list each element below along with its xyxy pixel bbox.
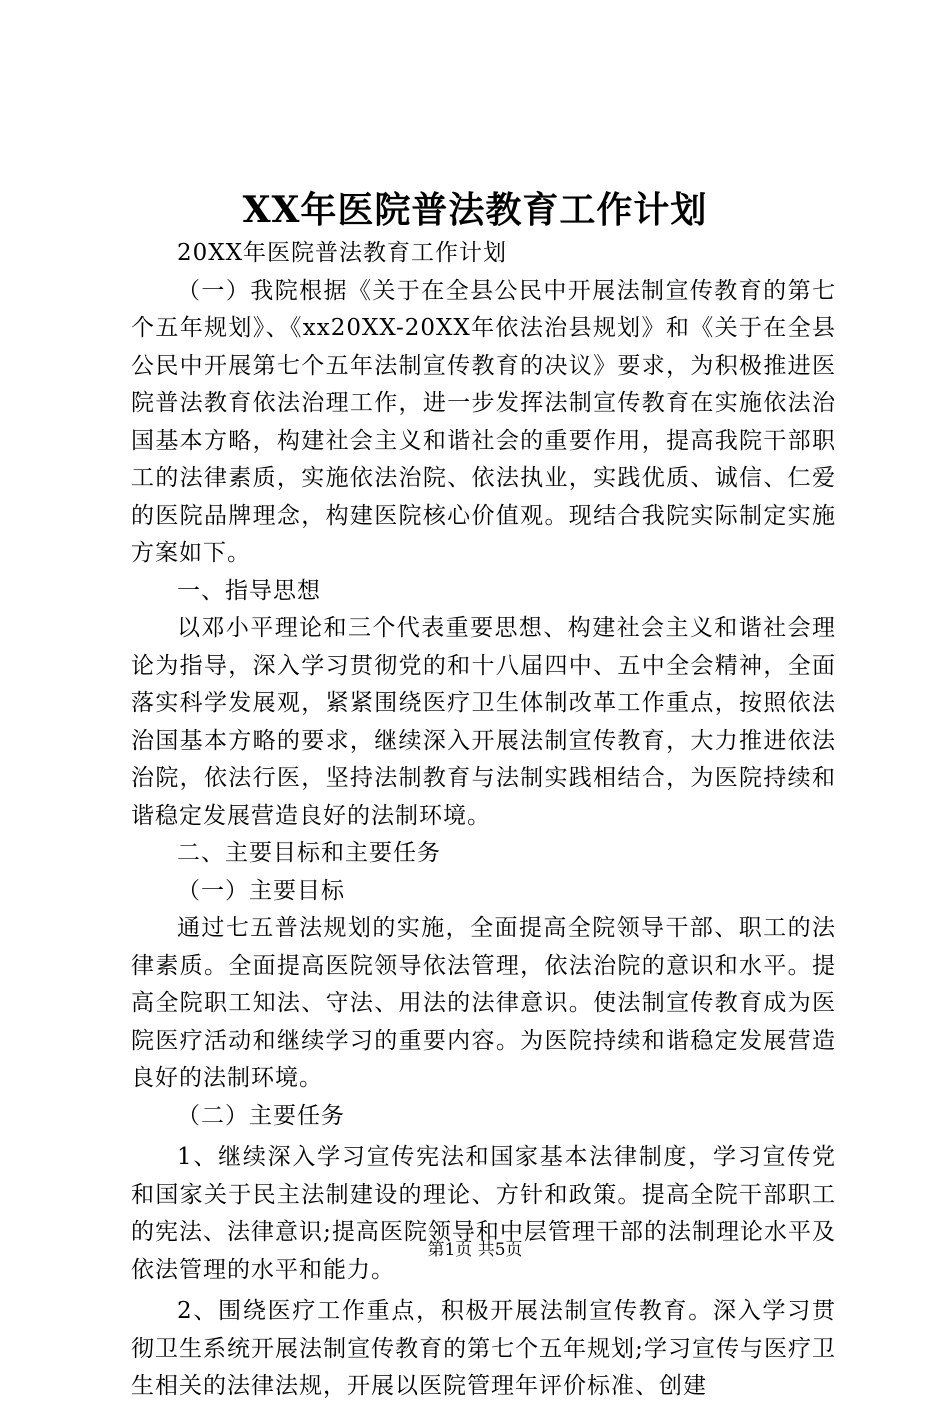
page-footer: 第1页 共5页 — [427, 1240, 523, 1260]
document-body — [131, 235, 836, 1406]
subsection-heading-main-tasks: （二）主要任务 — [177, 1102, 345, 1129]
section-heading-guiding-ideology: 一、指导思想 — [177, 577, 321, 604]
subsection-heading-main-goals: （一）主要目标 — [177, 877, 345, 904]
section-heading-goals-tasks: 二、主要目标和主要任务 — [177, 840, 441, 866]
task-item-2: 2、围绕医疗工作重点，积极开展法制宣传教育。深入学习贯彻卫生系统开展法制宣传教育的第七个五年规划;学习宣传与医疗卫生相关的法律法规，开展以医院管理年评价标准、创建 — [131, 1298, 836, 1399]
document-title: XX年医院普法教育工作计划 — [242, 189, 708, 231]
subtitle-paragraph: 20XX年医院普法教育工作计划 — [177, 240, 508, 266]
task-item-1: 1、继续深入学习宣传宪法和国家基本法律制度，学习宣传党和国家关于民主法制建设的理论、方针和政策。提高全院干部职工的宪法、法律意识;提高医院领导和中层管理干部的法制理论水平及依法管理的水平和能力。 — [131, 1144, 836, 1283]
guiding-ideology-paragraph: 以邓小平理论和三个代表重要思想、构建社会主义和谐社会理论为指导，深入学习贯彻党的和十八届四中、五中全会精神，全面落实科学发展观，紧紧围绕医疗卫生体制改革工作重点，按照依法治国基本方略的要求，继续深入开展法制宣传教育，大力推进依法治院，依法行医，坚持法制教育与法制实践相结合，为医院持续和谐稳定发展营造良好的法制环境。 — [131, 615, 836, 829]
intro-paragraph: （一）我院根据《关于在全县公民中开展法制宣传教育的第七个五年规划》、《xx20XX-20XX年依法治县规划》和《关于在全县公民中开展第七个五年法制宣传教育的决议》要求，为积极推进医院普法教育依法治理工作，进一步发挥法制宣传教育在实施依法治国基本方略，构建社会主义和谐社会的重要作用，提高我院干部职工的法律素质，实施依法治院、依法执业，实践优质、诚信、仁爱的医院品牌理念，构建医院核心价值观。现结合我院实际制定实施方案如下。 — [131, 277, 836, 566]
main-goals-paragraph: 通过七五普法规划的实施，全面提高全院领导干部、职工的法律素质。全面提高医院领导依法管理，依法治院的意识和水平。提高全院职工知法、守法、用法的法律意识。使法制宣传教育成为医院医疗活动和继续学习的重要内容。为医院持续和谐稳定发展营造良好的法制环境。 — [131, 915, 836, 1091]
